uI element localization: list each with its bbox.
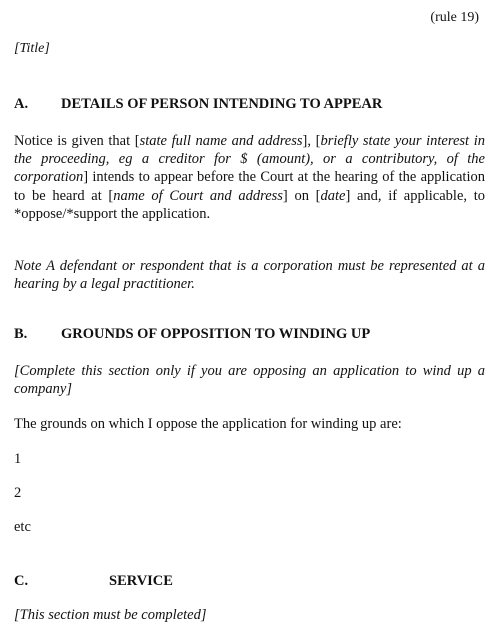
note-paragraph: Note A defendant or respondent that is a corporation must be represented at a hearing by a legal practitioner.	[14, 258, 485, 293]
section-c-title: SERVICE	[109, 573, 173, 589]
title-placeholder: [Title]	[14, 41, 50, 56]
section-c-heading	[14, 573, 173, 590]
section-c-instruction: [This section must be completed]	[14, 607, 207, 623]
ground-item-2: 2	[14, 485, 22, 501]
ground-item-etc: etc	[14, 519, 31, 535]
section-a-title: DETAILS OF PERSON INTENDING TO APPEAR	[61, 96, 383, 112]
rule-reference: (rule 19)	[430, 10, 479, 25]
section-b-heading	[14, 326, 370, 343]
notice-paragraph: Notice is given that [state full name and address], [briefly state your interest in the proceeding, eg a creditor for $ (amount), or a contributory, of the corporation] intends to appear before the Court at the hearing of the application to be heard at [name of Court and address] on [date] and, if applicable, to *oppose/*support the application.	[14, 133, 485, 222]
section-c-letter: C.	[14, 573, 29, 589]
section-b-title: GROUNDS OF OPPOSITION TO WINDING UP	[61, 326, 371, 342]
section-b-instruction: [Complete this section only if you are opposing an application to wind up a company]	[14, 363, 485, 398]
section-a-letter: A.	[14, 96, 29, 112]
section-a-heading	[14, 96, 382, 113]
section-b-letter: B.	[14, 326, 28, 342]
grounds-intro: The grounds on which I oppose the application for winding up are:	[14, 416, 402, 432]
ground-item-1: 1	[14, 451, 22, 467]
